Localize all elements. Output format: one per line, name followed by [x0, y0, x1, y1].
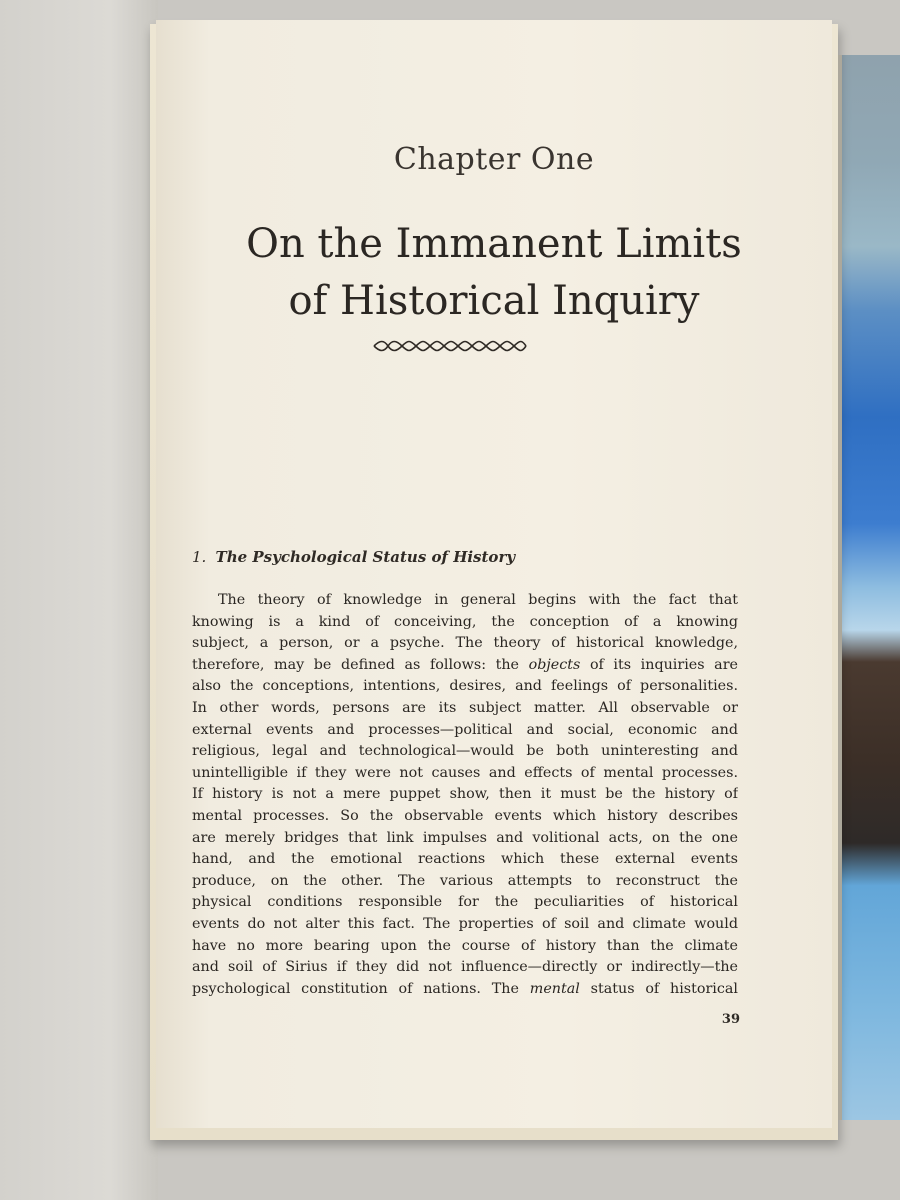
- section-title: The Psychological Status of History: [215, 548, 516, 566]
- body-line: hand, and the emotional reactions which these external events: [192, 851, 738, 868]
- body-line: therefore, may be defined as follows: the objects of its inquiries are: [192, 656, 738, 673]
- ornament-divider-icon: [370, 338, 530, 354]
- body-line: knowing is a kind of conceiving, the conception of a knowing: [192, 613, 738, 630]
- body-line: mental processes. So the observable events which history describes: [192, 807, 738, 824]
- body-line: physical conditions responsible for the peculiarities of historical: [192, 894, 738, 911]
- body-line: subject, a person, or a psyche. The theory of historical knowledge,: [192, 635, 738, 652]
- section-number: 1.: [192, 548, 207, 566]
- book-cover-edge: [836, 55, 900, 1120]
- body-line: also the conceptions, intentions, desires, and feelings of personalities.: [192, 678, 738, 695]
- chapter-title-line-2: of Historical Inquiry: [288, 278, 700, 324]
- body-line: are merely bridges that link impulses and volitional acts, on the one: [192, 829, 738, 846]
- chapter-title-line-1: On the Immanent Limits: [246, 221, 742, 267]
- body-line: The theory of knowledge in general begins with the fact that: [218, 592, 738, 608]
- page-number: 39: [721, 1012, 740, 1027]
- body-line: have no more bearing upon the course of history than the climate: [192, 937, 738, 954]
- body-line: unintelligible if they were not causes and effects of mental processes.: [192, 764, 738, 781]
- body-paragraph: [192, 590, 738, 1000]
- body-line: events do not alter this fact. The properties of soil and climate would: [192, 915, 738, 932]
- book-page: [156, 20, 832, 1128]
- body-line: In other words, persons are its subject matter. All observable or: [192, 699, 738, 716]
- section-heading: [192, 548, 752, 566]
- facing-blank-page: [0, 0, 158, 1200]
- body-line: and soil of Sirius if they did not influence—directly or indirectly—the: [192, 959, 738, 976]
- body-line: If history is not a mere puppet show, then it must be the history of: [192, 786, 738, 803]
- body-line: produce, on the other. The various attempts to reconstruct the: [192, 872, 738, 889]
- chapter-title: [156, 216, 832, 330]
- body-line: religious, legal and technological—would be both uninteresting and: [192, 743, 738, 760]
- body-line: psychological constitution of nations. The mental status of historical: [192, 980, 738, 997]
- chapter-label: Chapter One: [393, 142, 595, 177]
- body-line: external events and processes—political and social, economic and: [192, 721, 738, 738]
